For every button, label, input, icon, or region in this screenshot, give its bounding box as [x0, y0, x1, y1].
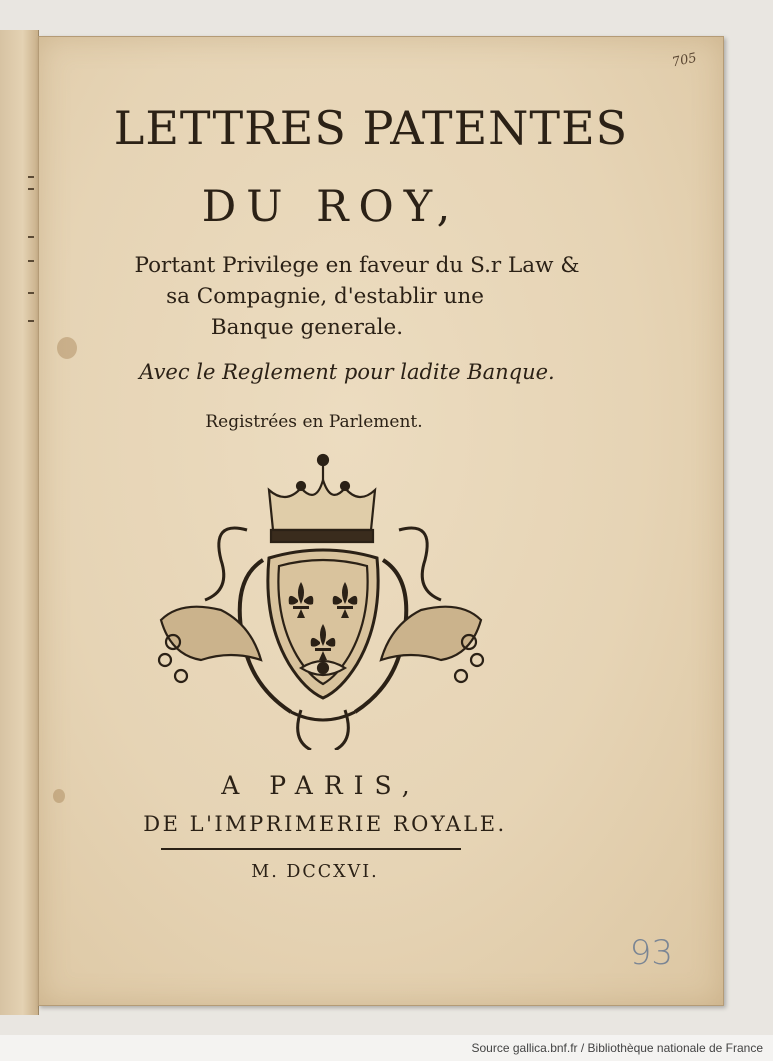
subtitle-line-3: Banque generale. [210, 315, 404, 340]
subtitle-line-2: sa Compagnie, d'establir une [166, 284, 484, 309]
shelf-mark: 705 [670, 50, 699, 71]
title-page [38, 36, 724, 1006]
page-number: 93 [629, 933, 673, 973]
source-credit: Source gallica.bnf.fr / Bibliothèque nationale de France [471, 1041, 763, 1055]
printer-line: DE L'IMPRIMERIE ROYALE. [143, 812, 507, 836]
title-line-2: DU ROY, [201, 182, 461, 232]
royal-arms-fleur-de-lis-icon [151, 450, 491, 750]
registration-line: Registrées en Parlement. [205, 412, 423, 432]
title-line-1: LETTRES PATENTES [113, 101, 629, 155]
date-line: M. DCCXVI. [251, 862, 379, 882]
divider-rule [161, 848, 461, 850]
place-line: A PARIS, [221, 771, 421, 800]
subtitle-line-1: Portant Privilege en faveur du S.r Law & [134, 253, 580, 278]
reglement-line: Avec le Reglement pour ladite Banque. [139, 360, 555, 384]
